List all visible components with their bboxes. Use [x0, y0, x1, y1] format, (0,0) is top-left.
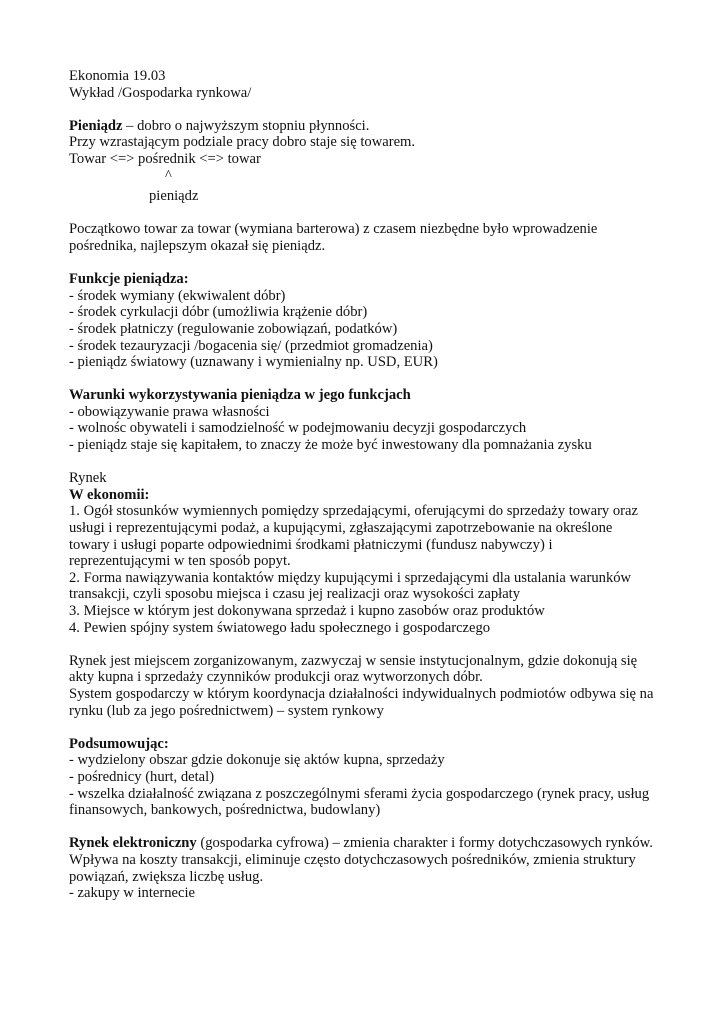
- money-diagram-caret: ^: [165, 167, 172, 184]
- emarket-line: Wpływa na koszty transakcji, eliminuje często dotychczasowych pośredników, zmienia struktury: [69, 851, 636, 868]
- money-definition-text: – dobro o najwyższym stopniu płynności.: [122, 117, 370, 134]
- emarket-definition-text: (gospodarka cyfrowa) – zmienia charakter i formy dotychczasowych rynków.: [196, 835, 653, 852]
- functions-item: - środek tezauryzacji /bogacenia się/ (przedmiot gromadzenia): [69, 337, 433, 354]
- market-line: usługi i reprezentującymi podaż, a kupującymi, zgłaszającymi zapotrzebowanie na określone: [69, 520, 613, 537]
- market-title: Rynek: [69, 470, 107, 487]
- market-line: 3. Miejsce w którym jest dokonywana sprzedaż i kupno zasobów oraz produktów: [69, 603, 545, 619]
- spacer: [69, 636, 684, 653]
- spacer: [69, 819, 684, 836]
- functions-item: - środek płatniczy (regulowanie zobowiązań, podatków): [69, 320, 398, 337]
- market-line: reprezentującymi w ten sposób popyt.: [69, 553, 291, 570]
- lecture-subtitle: Wykład /Gospodarka rynkowa/: [69, 84, 252, 101]
- conditions-item: - pieniądz staje się kapitałem, to znaczy że może być inwestowany dla pomnażania zysku: [69, 437, 592, 454]
- intro-line-1: Początkowo towar za towar (wymiana barterowa) z czasem niezbędne było wprowadzenie: [69, 221, 598, 238]
- conditions-item: - wolnośc obywateli i samodzielność w podejmowaniu decyzji gospodarczych: [69, 420, 527, 437]
- emarket-line: - zakupy w internecie: [69, 885, 196, 902]
- emarket-line: powiązań, zwiększa liczbę usług.: [69, 868, 264, 885]
- market-line: 1. Ogół stosunków wymiennych pomiędzy sprzedającymi, oferującymi do sprzedaży towary oraz: [69, 503, 638, 520]
- market-line: towary i usługi poparte odpowiednimi środkami płatniczymi (fundusz nabywczy) i: [69, 536, 553, 553]
- market-para-line: System gospodarczy w którym koordynacja działalności indywidualnych podmiotów odbywa się na: [69, 685, 654, 702]
- summary-item: - pośrednicy (hurt, detal): [69, 768, 215, 785]
- intro-line-2: pośrednika, najlepszym okazał się pieniądz.: [69, 237, 326, 254]
- spacer: [69, 101, 684, 118]
- summary-item: - wydzielony obszar gdzie dokonuje się aktów kupna, sprzedaży: [69, 752, 445, 769]
- money-definition: [69, 118, 684, 135]
- summary-item: finansowych, bankowych, pośrednictwa, budowlany): [69, 802, 381, 819]
- money-diagram-line: Towar <=> pośrednik <=> towar: [69, 150, 261, 167]
- money-term: Pieniądz: [69, 117, 123, 134]
- functions-item: - środek wymiany (ekwiwalent dóbr): [69, 287, 286, 304]
- spacer: [69, 205, 684, 222]
- emarket-definition: [69, 835, 684, 852]
- functions-item: - środek cyrkulacji dóbr (umożliwia krążenie dóbr): [69, 304, 368, 321]
- conditions-heading: Warunki wykorzystywania pieniądza w jego funkcjach: [69, 387, 411, 404]
- market-line: 2. Forma nawiązywania kontaktów między kupującymi i sprzedającymi dla ustalania warunków: [69, 569, 632, 586]
- functions-heading: Funkcje pieniądza:: [69, 271, 189, 288]
- functions-item: - pieniądz światowy (uznawany i wymienialny np. USD, EUR): [69, 354, 438, 371]
- summary-item: - wszelka działalność związana z poszczególnymi sferami życia gospodarczego (rynek pracy, usług: [69, 785, 650, 802]
- market-para-line: akty kupna i sprzedaży czynników produkcji oraz wytworzonych dóbr.: [69, 669, 483, 686]
- market-subheading: W ekonomii:: [69, 486, 150, 503]
- emarket-term: Rynek elektroniczny: [69, 835, 197, 852]
- money-line-2: Przy wzrastającym podziale pracy dobro staje się towarem.: [69, 134, 416, 151]
- spacer: [69, 454, 684, 471]
- market-para-line: Rynek jest miejscem zorganizowanym, zazwyczaj w sensie instytucjonalnym, gdzie dokonują się: [69, 652, 638, 669]
- spacer: [69, 255, 684, 272]
- conditions-item: - obowiązywanie prawa własności: [69, 403, 270, 420]
- summary-heading: Podsumowując:: [69, 735, 169, 752]
- market-line: 4. Pewien spójny system światowego ładu społecznego i gospodarczego: [69, 619, 491, 636]
- document-title: Ekonomia 19.03: [69, 68, 166, 84]
- market-para-line: rynku (lub za jego pośrednictwem) – system rynkowy: [69, 702, 384, 719]
- spacer: [69, 719, 684, 736]
- money-diagram-money: pieniądz: [149, 188, 199, 205]
- market-line: transakcji, czyli sposobu miejsca i czasu jej realizacji oraz wysokości zapłaty: [69, 586, 521, 603]
- spacer: [69, 371, 684, 388]
